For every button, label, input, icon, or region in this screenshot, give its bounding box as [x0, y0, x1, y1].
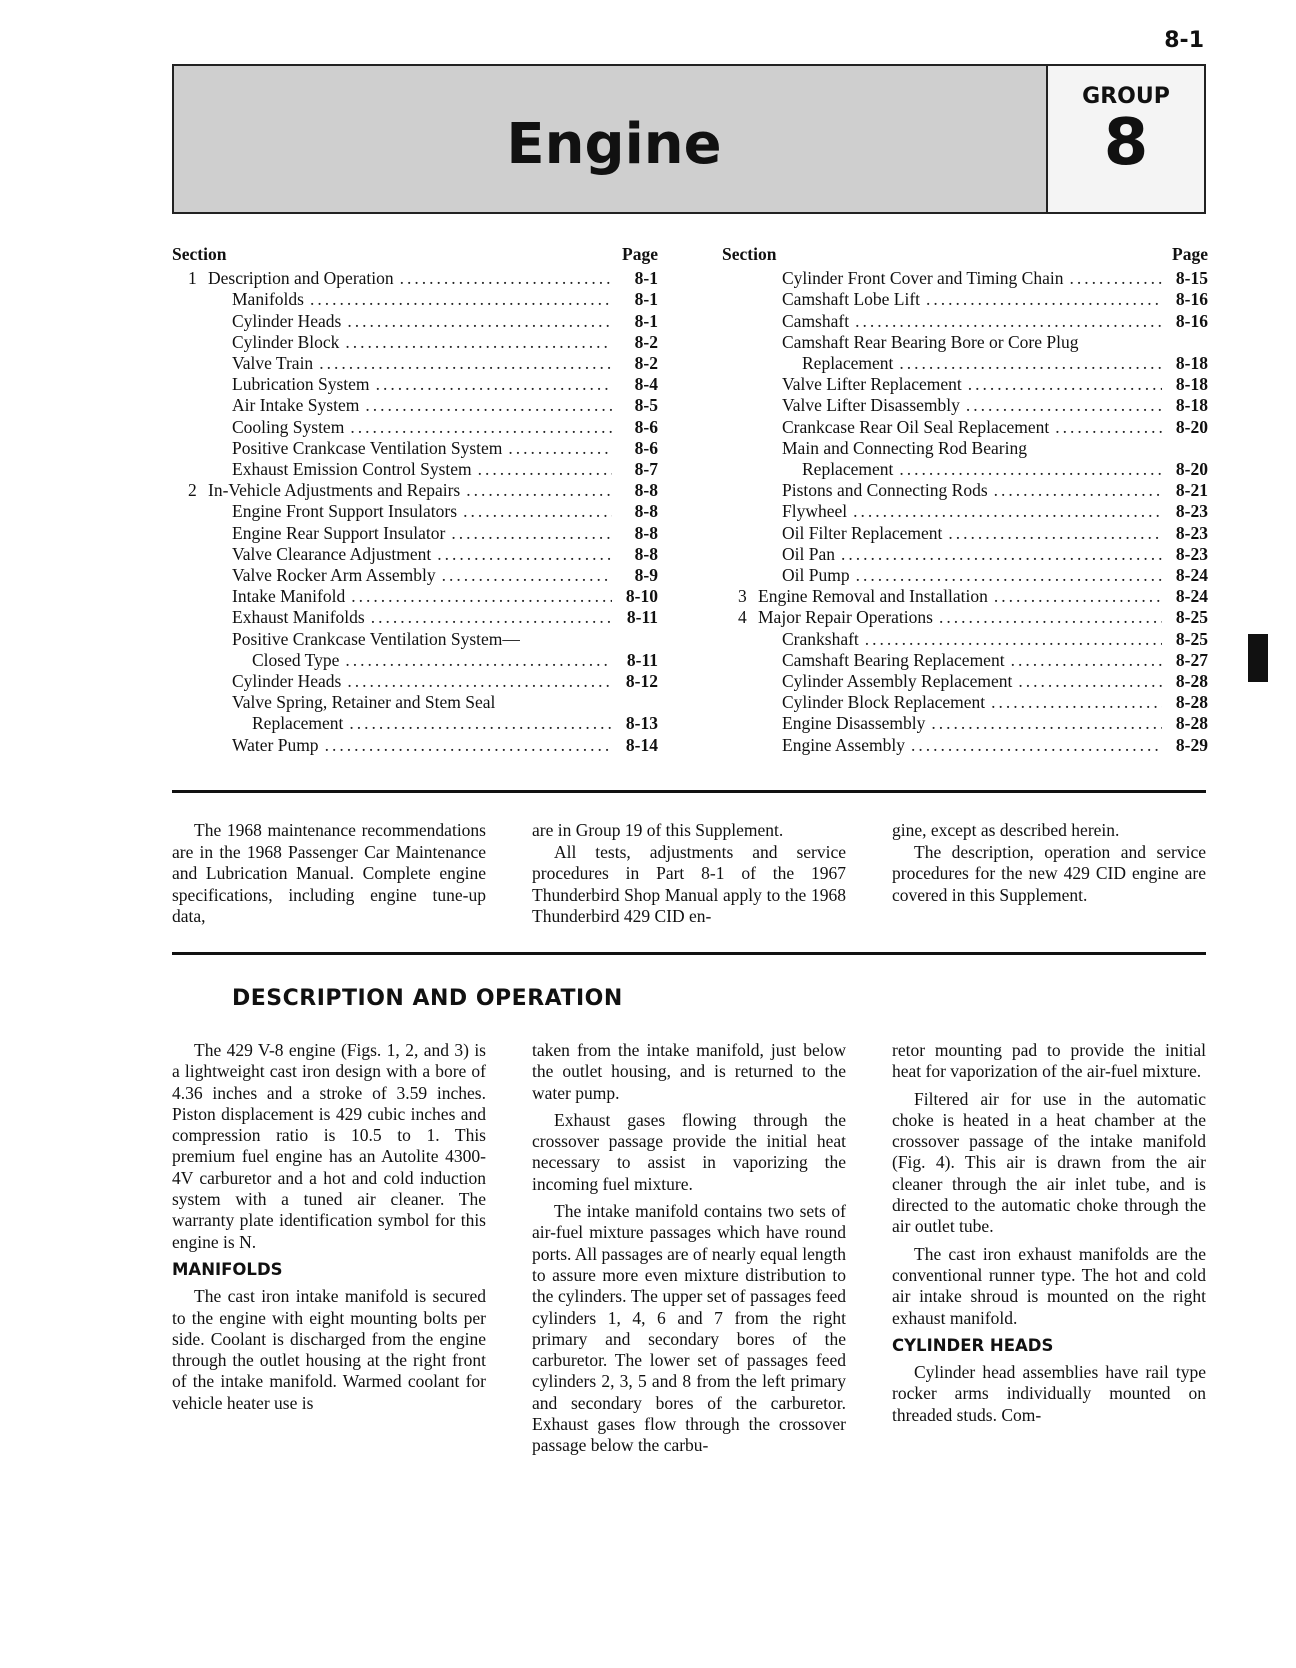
- body-paragraph: The intake manifold contains two sets of air-fuel mixture passages which have round ports. All passages are of nearly equal length to assure more even mixture distribution to the cylinders. The upper set of passages feed cylinders 1, 4, 6 and 7 from the right primary and secondary bores of the carburetor. The lower set of passages feed cylinders 2, 3, 5 and 8 from the left primary and secondary bores of the carburetor. Exhaust gases flow through the crossover passage below the carbu-: [532, 1201, 846, 1456]
- toc-entry-title: Exhaust Manifolds: [232, 607, 365, 628]
- toc-leader-dots: [466, 480, 612, 501]
- toc-entry: [722, 311, 1208, 332]
- toc-entry-page: 8-2: [634, 331, 658, 352]
- toc-leader-dots: [350, 417, 612, 438]
- toc-entry: [722, 501, 1208, 522]
- toc-entry: [172, 565, 658, 586]
- section-thumb-tab: [1248, 634, 1268, 682]
- toc-entry-title: Engine Front Support Insulators: [232, 501, 458, 522]
- toc-entry: [722, 417, 1208, 438]
- toc-entry: [722, 629, 1208, 650]
- toc-entry-title: Valve Train: [232, 353, 314, 374]
- body-column-3: [892, 1040, 1206, 1432]
- intro-paragraph: The description, operation and service procedures for the new 429 CID engine are covered in this Supplement.: [892, 841, 1206, 905]
- toc-leader-dots: [926, 289, 1162, 310]
- body-paragraph: Exhaust gases flowing through the crossover passage provide the initial heat necessary to assist in vaporizing the incoming fuel mixture.: [532, 1109, 846, 1194]
- toc-entry: [172, 629, 658, 650]
- toc-entry: [172, 459, 658, 480]
- toc-entry-page: 8-25: [1175, 607, 1208, 628]
- toc-entry-title: Camshaft Bearing Replacement: [782, 649, 1005, 670]
- chapter-title: Engine: [506, 112, 722, 177]
- toc-entry-number: 2: [188, 480, 197, 501]
- toc-entry-title: Crankcase Rear Oil Seal Replacement: [782, 416, 1050, 437]
- toc-leader-dots: [400, 268, 612, 289]
- toc-entry: [172, 332, 658, 353]
- intro-paragraph: gine, except as described herein.: [892, 820, 1120, 840]
- toc-entry-title: Valve Lifter Replacement: [782, 374, 962, 395]
- toc-leader-dots: [437, 544, 612, 565]
- toc-entry: [172, 713, 658, 734]
- toc-header: [722, 244, 1208, 265]
- toc-leader-dots: [325, 735, 612, 756]
- toc-header: [172, 244, 658, 265]
- group-label: GROUP: [1082, 84, 1170, 109]
- toc-entry-page: 8-18: [1175, 353, 1208, 374]
- toc-leader-dots: [841, 544, 1162, 565]
- toc-entry-page: 8-14: [625, 734, 658, 755]
- group-box: [1046, 66, 1204, 212]
- toc-section-header: Section: [722, 244, 777, 264]
- toc-leader-dots: [478, 459, 612, 480]
- toc-entry-title: Crankshaft: [782, 628, 859, 649]
- toc-entry-page: 8-20: [1175, 459, 1208, 480]
- toc-entry-title: Manifolds: [232, 289, 304, 310]
- toc-leader-dots: [899, 459, 1162, 480]
- toc-leader-dots: [948, 523, 1162, 544]
- toc-entry-title: Flywheel: [782, 501, 848, 522]
- toc-entry: [172, 438, 658, 459]
- toc-entry-title: Cylinder Block: [232, 331, 340, 352]
- toc-entry-title: Cylinder Block Replacement: [782, 692, 986, 713]
- toc-entry-page: 8-18: [1175, 395, 1208, 416]
- toc-leader-dots: [1069, 268, 1162, 289]
- toc-entry-title: Valve Clearance Adjustment: [232, 543, 432, 564]
- toc-entry-title: Replacement: [802, 353, 894, 374]
- toc-entry: [172, 374, 658, 395]
- toc-entry-page: 8-23: [1175, 501, 1208, 522]
- toc-entry: [722, 544, 1208, 565]
- toc-leader-dots: [351, 586, 612, 607]
- toc-leader-dots: [319, 353, 612, 374]
- toc-page-header: Page: [1172, 244, 1208, 264]
- toc-entry-page: 8-29: [1175, 734, 1208, 755]
- toc-entry-title: Cylinder Heads: [232, 310, 342, 331]
- toc-leader-dots: [968, 374, 1162, 395]
- toc-entry-title: In-Vehicle Adjustments and Repairs: [208, 480, 461, 501]
- toc-leader-dots: [853, 501, 1162, 522]
- toc-entry-page: 8-24: [1175, 565, 1208, 586]
- toc-entry: [172, 607, 658, 628]
- toc-entry-title: Engine Assembly: [782, 734, 905, 755]
- toc-entry: [172, 544, 658, 565]
- toc-entry: [722, 713, 1208, 734]
- toc-entry: [172, 650, 658, 671]
- toc-entry: [172, 353, 658, 374]
- toc-leader-dots: [371, 607, 612, 628]
- toc-entry: [722, 374, 1208, 395]
- body-paragraph: The cast iron intake manifold is secured to the engine with eight mounting bolts per side. Coolant is discharged from the engine through the outlet housing at the right front of the intake manifold. Warmed coolant for vehicle heater use is: [172, 1286, 486, 1413]
- toc-entry-title: Positive Crankcase Ventilation System: [232, 437, 503, 458]
- toc-entry-number: 3: [738, 586, 747, 607]
- toc-entry: [722, 395, 1208, 416]
- toc-entry-title: Camshaft: [782, 310, 850, 331]
- toc-entry-title: Main and Connecting Rod Bearing: [782, 437, 1027, 458]
- toc-entry: [722, 523, 1208, 544]
- toc-entry-page: 8-20: [1175, 416, 1208, 437]
- toc-entry: [722, 268, 1208, 289]
- toc-entry-page: 8-8: [634, 480, 658, 501]
- toc-entry: [722, 332, 1208, 353]
- manifolds-heading: MANIFOLDS: [172, 1259, 283, 1279]
- toc-leader-dots: [991, 692, 1162, 713]
- toc-entry: [172, 417, 658, 438]
- toc-entry-page: 8-13: [625, 713, 658, 734]
- toc-entry-title: Pistons and Connecting Rods: [782, 480, 988, 501]
- toc-entry-page: 8-11: [626, 607, 658, 628]
- toc-entry-page: 8-18: [1175, 374, 1208, 395]
- toc-entry: [722, 353, 1208, 374]
- toc-entry-title: Valve Lifter Disassembly: [782, 395, 960, 416]
- toc-leader-dots: [939, 607, 1162, 628]
- toc-entry-page: 8-8: [634, 501, 658, 522]
- toc-entry-page: 8-12: [625, 671, 658, 692]
- toc-entry-title: Engine Rear Support Insulator: [232, 522, 446, 543]
- toc-section-header: Section: [172, 244, 227, 264]
- toc-leader-dots: [966, 395, 1162, 416]
- toc-entry-title: Cylinder Heads: [232, 671, 342, 692]
- intro-paragraph: are in Group 19 of this Supplement.: [532, 820, 784, 840]
- group-number: 8: [1103, 106, 1149, 180]
- toc-entry-title: Cooling System: [232, 416, 345, 437]
- body-column-2: [532, 1040, 846, 1463]
- toc-entry-title: Valve Spring, Retainer and Stem Seal: [232, 692, 496, 713]
- toc-entry: [172, 735, 658, 756]
- toc-entry-title: Air Intake System: [232, 395, 360, 416]
- toc-entry-page: 8-8: [634, 522, 658, 543]
- toc-entry: [172, 289, 658, 310]
- toc-entry: [722, 671, 1208, 692]
- toc-entry-title: Description and Operation: [208, 268, 394, 289]
- toc-leader-dots: [855, 311, 1162, 332]
- toc-entry-page: 8-8: [634, 543, 658, 564]
- body-paragraph: Cylinder head assemblies have rail type rocker arms individually mounted on threaded studs. Com-: [892, 1362, 1206, 1425]
- toc-entry-page: 8-16: [1175, 289, 1208, 310]
- toc-leader-dots: [1018, 671, 1162, 692]
- toc-entry-title: Oil Pan: [782, 543, 835, 564]
- toc-entry: [722, 692, 1208, 713]
- body-paragraph: The cast iron exhaust manifolds are the conventional runner type. The hot and cold air intake shroud is mounted on the right exhaust manifold.: [892, 1243, 1206, 1328]
- toc-entry-title: Engine Removal and Installation: [758, 586, 988, 607]
- toc-leader-dots: [1011, 650, 1162, 671]
- toc-entry-title: Closed Type: [252, 649, 340, 670]
- toc-entry-title: Valve Rocker Arm Assembly: [232, 565, 436, 586]
- intro-column-1: [172, 820, 486, 928]
- toc-leader-dots: [463, 501, 612, 522]
- toc-leader-dots: [994, 480, 1162, 501]
- divider-rule: [172, 790, 1206, 793]
- toc-right-column: [722, 244, 1208, 756]
- cylinder-heads-heading: CYLINDER HEADS: [892, 1335, 1054, 1355]
- toc-entry: [172, 395, 658, 416]
- toc-leader-dots: [347, 671, 612, 692]
- toc-leader-dots: [856, 565, 1162, 586]
- toc-entry-page: 8-28: [1175, 713, 1208, 734]
- toc-entry: [722, 586, 1208, 607]
- toc-entry: [172, 692, 658, 713]
- toc-entry-page: 8-6: [634, 416, 658, 437]
- toc-entry: [172, 268, 658, 289]
- toc-leader-dots: [345, 650, 612, 671]
- toc-entry: [722, 565, 1208, 586]
- toc-entry-page: 8-23: [1175, 543, 1208, 564]
- toc-entry: [722, 480, 1208, 501]
- toc-entry-page: 8-11: [626, 649, 658, 670]
- toc-entry-page: 8-16: [1175, 310, 1208, 331]
- intro-paragraph: The 1968 maintenance recommendations are in the 1968 Passenger Car Maintenance and Lubrication Manual. Complete engine specifications, including engine tune-up data,: [172, 820, 486, 926]
- body-paragraph: Filtered air for use in the automatic choke is heated in a heat chamber at the crossover passage of the intake manifold (Fig. 4). This air is drawn from the air cleaner through the air inlet tube, and is directed to the automatic choke through the air outlet tube.: [892, 1088, 1206, 1237]
- toc-entry-title: Exhaust Emission Control System: [232, 459, 472, 480]
- toc-entry-page: 8-4: [634, 374, 658, 395]
- toc-entry: [722, 459, 1208, 480]
- toc-leader-dots: [345, 332, 612, 353]
- toc-leader-dots: [931, 713, 1162, 734]
- section-heading: DESCRIPTION AND OPERATION: [232, 986, 623, 1011]
- toc-entry: [172, 671, 658, 692]
- chapter-header: [172, 64, 1206, 214]
- toc-leader-dots: [347, 311, 612, 332]
- toc-entry-page: 8-28: [1175, 692, 1208, 713]
- toc-entry-title: Lubrication System: [232, 374, 370, 395]
- toc-entry-title: Positive Crankcase Ventilation System—: [232, 628, 520, 649]
- toc-entry-title: Replacement: [802, 459, 894, 480]
- intro-paragraph: All tests, adjustments and service procedures in Part 8-1 of the 1967 Thunderbird Shop Manual apply to the 1968 Thunderbird 429 CID en-: [532, 841, 846, 926]
- body-paragraph: retor mounting pad to provide the initial heat for vaporization of the air-fuel mixture.: [892, 1040, 1206, 1082]
- toc-leader-dots: [349, 713, 612, 734]
- toc-entry-title: Oil Filter Replacement: [782, 522, 943, 543]
- toc-entry-page: 8-23: [1175, 522, 1208, 543]
- toc-entry-title: Major Repair Operations: [758, 607, 933, 628]
- toc-leader-dots: [442, 565, 612, 586]
- toc-entry-page: 8-10: [625, 586, 658, 607]
- toc-entry-page: 8-9: [634, 565, 658, 586]
- toc-entry: [722, 607, 1208, 628]
- toc-entry: [172, 523, 658, 544]
- toc-entry: [722, 735, 1208, 756]
- toc-entry: [172, 311, 658, 332]
- divider-rule: [172, 952, 1206, 955]
- toc-leader-dots: [310, 289, 612, 310]
- toc-entry-page: 8-1: [634, 310, 658, 331]
- toc-entry-page: 8-1: [634, 289, 658, 310]
- toc-page-header: Page: [622, 244, 658, 264]
- toc-leader-dots: [1055, 417, 1162, 438]
- intro-column-2: [532, 820, 846, 928]
- toc-entry: [722, 650, 1208, 671]
- body-column-1: [172, 1040, 486, 1420]
- toc-entry-page: 8-1: [634, 268, 658, 289]
- toc-leader-dots: [899, 353, 1162, 374]
- page-number: 8-1: [1164, 28, 1204, 53]
- toc-entry-page: 8-21: [1175, 480, 1208, 501]
- toc-entry-page: 8-2: [634, 353, 658, 374]
- toc-entry-page: 8-7: [634, 459, 658, 480]
- toc-entry-page: 8-15: [1175, 268, 1208, 289]
- toc-entry-page: 8-24: [1175, 586, 1208, 607]
- toc-entry-title: Cylinder Front Cover and Timing Chain: [782, 268, 1064, 289]
- body-paragraph: The 429 V-8 engine (Figs. 1, 2, and 3) is a lightweight cast iron design with a bore of 4.36 inches and a stroke of 3.59 inches. Piston displacement is 429 cubic inches and compression ratio is 10.5 to 1. This premium fuel engine has an Autolite 4300-4V carburetor and a hot and cold induction system with a tuned air cleaner. The warranty plate identification symbol for this engine is N.: [172, 1040, 486, 1252]
- toc-leader-dots: [451, 523, 612, 544]
- toc-entry-title: Intake Manifold: [232, 586, 346, 607]
- toc-entry-page: 8-5: [634, 395, 658, 416]
- toc-leader-dots: [911, 735, 1162, 756]
- toc-entry-title: Engine Disassembly: [782, 713, 926, 734]
- toc-leader-dots: [376, 374, 612, 395]
- toc-entry: [172, 586, 658, 607]
- toc-entry: [722, 289, 1208, 310]
- toc-leader-dots: [994, 586, 1162, 607]
- intro-column-3: [892, 820, 1206, 906]
- toc-entry-number: 4: [738, 607, 747, 628]
- toc-entry-title: Oil Pump: [782, 565, 850, 586]
- toc-entry-page: 8-6: [634, 437, 658, 458]
- toc-entry-page: 8-25: [1175, 628, 1208, 649]
- toc-entry-title: Camshaft Lobe Lift: [782, 289, 921, 310]
- toc-entry: [172, 480, 658, 501]
- toc-leader-dots: [365, 395, 612, 416]
- toc-entry-title: Camshaft Rear Bearing Bore or Core Plug: [782, 331, 1079, 352]
- toc-entry-page: 8-27: [1175, 649, 1208, 670]
- toc-entry: [172, 501, 658, 522]
- toc-leader-dots: [865, 629, 1162, 650]
- toc-entry-title: Replacement: [252, 713, 344, 734]
- toc-entry-number: 1: [188, 268, 197, 289]
- toc-entry-page: 8-28: [1175, 671, 1208, 692]
- toc-entry-title: Water Pump: [232, 734, 319, 755]
- body-paragraph: taken from the intake manifold, just below the outlet housing, and is returned to the water pump.: [532, 1040, 846, 1103]
- toc-entry-title: Cylinder Assembly Replacement: [782, 671, 1013, 692]
- toc-leader-dots: [508, 438, 612, 459]
- toc-entry: [722, 438, 1208, 459]
- toc-left-column: [172, 244, 658, 756]
